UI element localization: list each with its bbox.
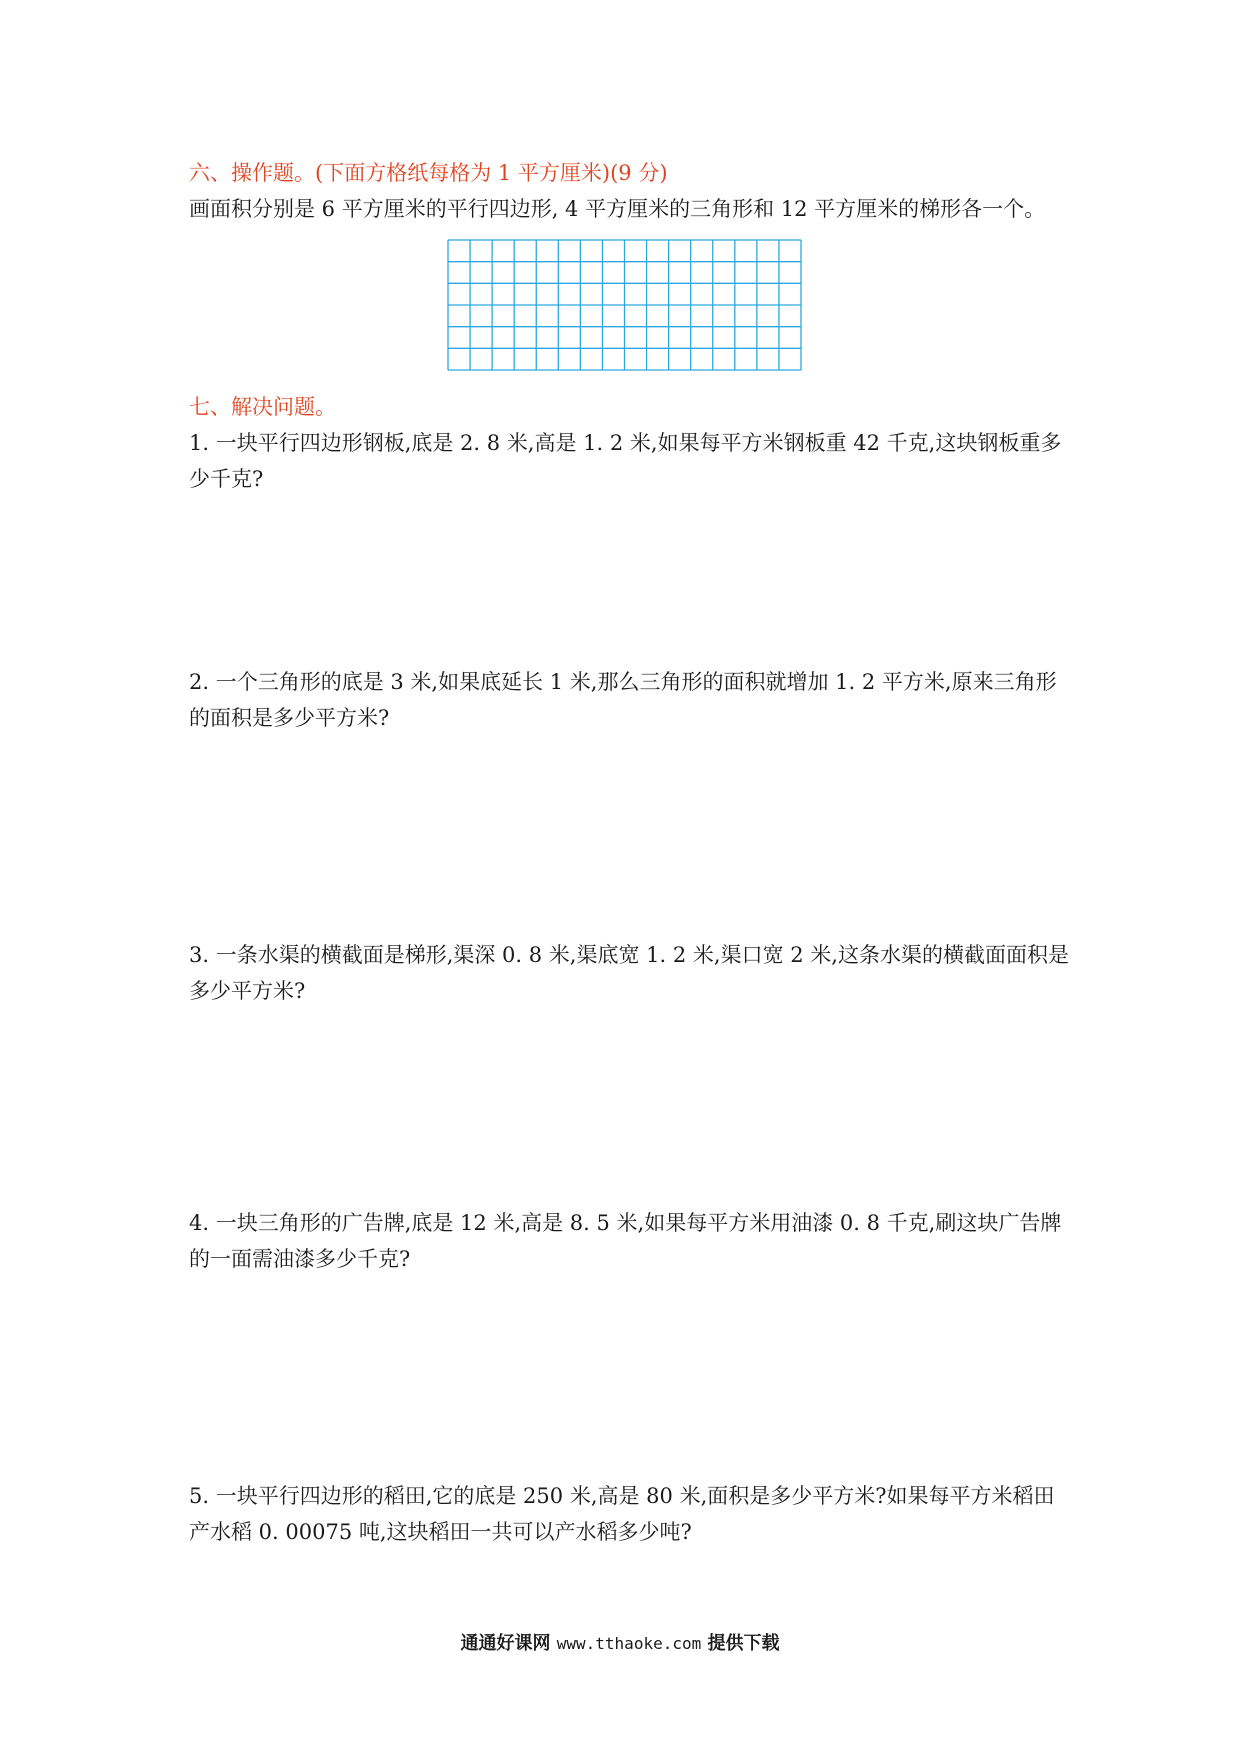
problem-4-line-2: 的一面需油漆多少千克? xyxy=(189,1247,411,1271)
footer-brand: 通通好课网 xyxy=(460,1633,551,1654)
section6-instruction xyxy=(189,191,1069,227)
problem-4 xyxy=(189,1205,1069,1277)
problem-5 xyxy=(189,1478,1069,1550)
problem-2-line-1: 2. 一个三角形的底是 3 米,如果底延长 1 米,那么三角形的面积就增加 1. 2 平方米,原来三角形 xyxy=(189,670,1057,694)
section7-heading: 七、解决问题。 xyxy=(189,395,336,419)
problem-1 xyxy=(189,425,1069,497)
problem-5-line-1: 5. 一块平行四边形的稻田,它的底是 250 米,高是 80 米,面积是多少平方米?如果每平方米稻田 xyxy=(189,1484,1055,1508)
problem-1-line-2: 少千克? xyxy=(189,467,264,491)
footer-url: www.tthaoke.com xyxy=(556,1634,702,1653)
problem-3-line-2: 多少平方米? xyxy=(189,979,306,1003)
footer-suffix: 提供下载 xyxy=(707,1633,780,1654)
problem-2 xyxy=(189,664,1069,736)
instruction-text: 画面积分别是 6 平方厘米的平行四边形, 4 平方厘米的三角形和 12 平方厘米的梯形各一个。 xyxy=(189,197,1046,221)
page-footer xyxy=(0,1629,1240,1655)
problem-1-line-1: 1. 一块平行四边形钢板,底是 2. 8 米,高是 1. 2 米,如果每平方米钢板重 42 千克,这块钢板重多 xyxy=(189,431,1062,455)
problem-4-line-1: 4. 一块三角形的广告牌,底是 12 米,高是 8. 5 米,如果每平方米用油漆 0. 8 千克,刷这块广告牌 xyxy=(189,1211,1062,1235)
problem-5-line-2: 产水稻 0. 00075 吨,这块稻田一共可以产水稻多少吨? xyxy=(189,1520,692,1544)
problem-3-line-1: 3. 一条水渠的横截面是梯形,渠深 0. 8 米,渠底宽 1. 2 米,渠口宽 2 米,这条水渠的横截面面积是 xyxy=(189,943,1069,967)
section6-heading: 六、操作题。(下面方格纸每格为 1 平方厘米)(9 分) xyxy=(189,161,668,185)
square-grid-paper xyxy=(447,239,802,371)
problem-3 xyxy=(189,937,1069,1009)
problem-2-line-2: 的面积是多少平方米? xyxy=(189,706,390,730)
